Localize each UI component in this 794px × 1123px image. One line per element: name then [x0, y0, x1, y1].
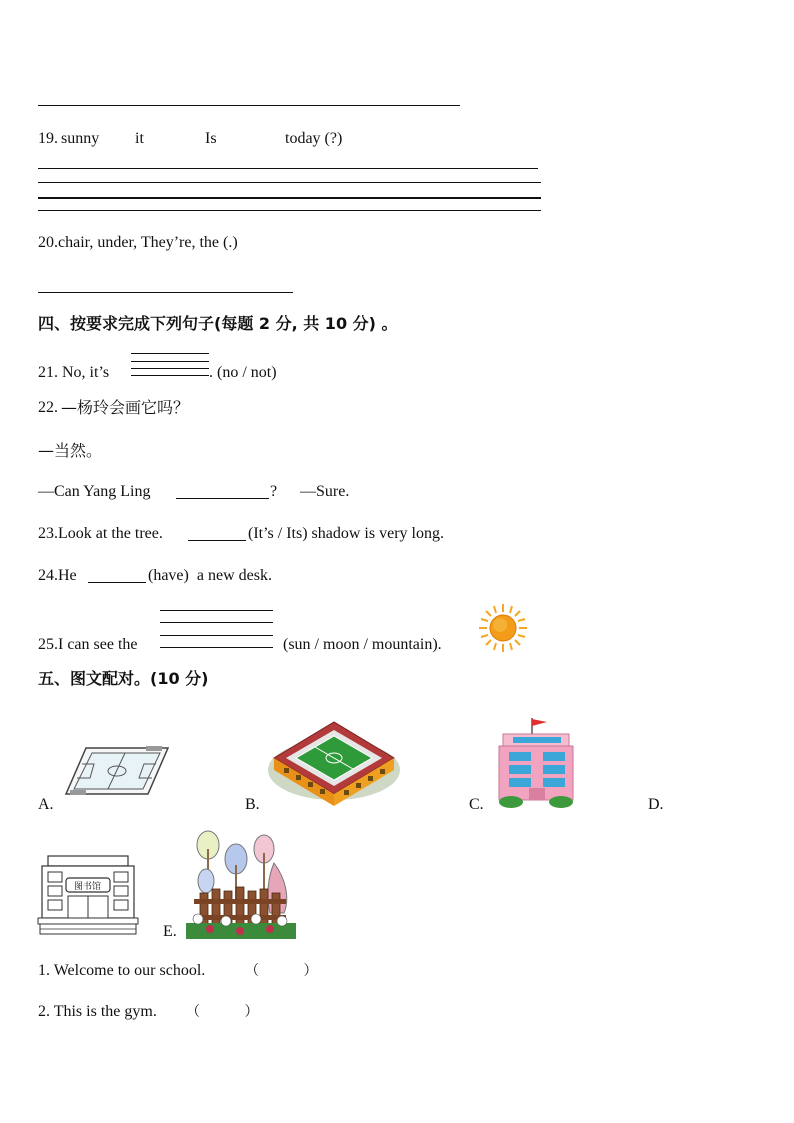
q22-answer-cn: —当然。	[38, 441, 103, 460]
match-item-2-text: 2. This is the gym.	[38, 1003, 157, 1020]
section5-title: 五、图文配对。(10 分)	[38, 669, 209, 688]
q23-suffix: (It’s / Its) shadow is very long.	[248, 525, 444, 542]
q19-word-2: it	[135, 130, 144, 147]
q24-blank[interactable]	[88, 582, 146, 583]
q22-blank[interactable]	[176, 498, 269, 499]
sports-court-icon	[64, 742, 170, 800]
q22-en-prefix: —Can Yang Ling	[38, 483, 151, 500]
q22-question-cn: —杨玲会画它吗？	[61, 398, 190, 417]
option-b-label: B.	[245, 796, 260, 813]
q24-prefix: 24.He	[38, 567, 77, 584]
q21-blank-line-1[interactable]	[131, 353, 209, 354]
library-sign: 图书馆	[74, 882, 102, 892]
q25-blank-line-3[interactable]	[160, 635, 273, 636]
q21-prefix: 21. No, it’s	[38, 364, 110, 381]
section4-title: 四、按要求完成下列句子(每题 2 分, 共 10 分) 。	[38, 314, 398, 333]
option-c-label: C.	[469, 796, 484, 813]
sun-icon	[478, 603, 528, 653]
q25-blank-line-4[interactable]	[160, 647, 273, 648]
q19-answer-line-1[interactable]	[38, 168, 538, 169]
q21-suffix: . (no / not)	[209, 364, 277, 381]
q23-prefix: 23.Look at the tree.	[38, 525, 163, 542]
option-e-label: E.	[163, 923, 177, 940]
q25-blank-line-2[interactable]	[160, 622, 273, 623]
match-item-2-answer[interactable]: （ ）	[186, 1004, 259, 1020]
q25-blank-line-1[interactable]	[160, 610, 273, 611]
q20-text: 20.chair, under, They’re, the (.)	[38, 234, 238, 251]
match-item-1-answer[interactable]: （ ）	[245, 963, 318, 979]
q24-suffix: (have) a new desk.	[148, 567, 272, 584]
q19-answer-line-3[interactable]	[38, 197, 541, 199]
option-a-label: A.	[38, 796, 54, 813]
q23-blank[interactable]	[188, 540, 246, 541]
q20-answer-line[interactable]	[38, 292, 293, 293]
q21-blank-line-3[interactable]	[131, 368, 209, 369]
q25-prefix: 25.I can see the	[38, 636, 138, 653]
q21-blank-line-4[interactable]	[131, 375, 209, 376]
answer-line-18[interactable]	[38, 105, 460, 106]
school-building-icon	[497, 716, 577, 808]
stadium-icon	[268, 708, 400, 808]
q19-answer-line-2[interactable]	[38, 182, 541, 183]
q21-blank-line-2[interactable]	[131, 361, 209, 362]
match-item-1-text: 1. Welcome to our school.	[38, 962, 206, 979]
q19-word-4: today (?)	[285, 130, 343, 147]
library-building-icon	[38, 854, 138, 936]
q19-number: 19.	[38, 130, 58, 147]
q22-en-mid: ?	[270, 483, 278, 500]
q19-word-1: sunny	[61, 130, 100, 147]
q19-word-3: Is	[205, 130, 217, 147]
option-d-label: D.	[648, 796, 664, 813]
q19-answer-line-4[interactable]	[38, 210, 541, 211]
q25-suffix: (sun / moon / mountain).	[283, 636, 442, 653]
q22-en-reply: —Sure.	[300, 483, 350, 500]
garden-icon	[186, 829, 296, 939]
q22-number: 22.	[38, 399, 58, 416]
